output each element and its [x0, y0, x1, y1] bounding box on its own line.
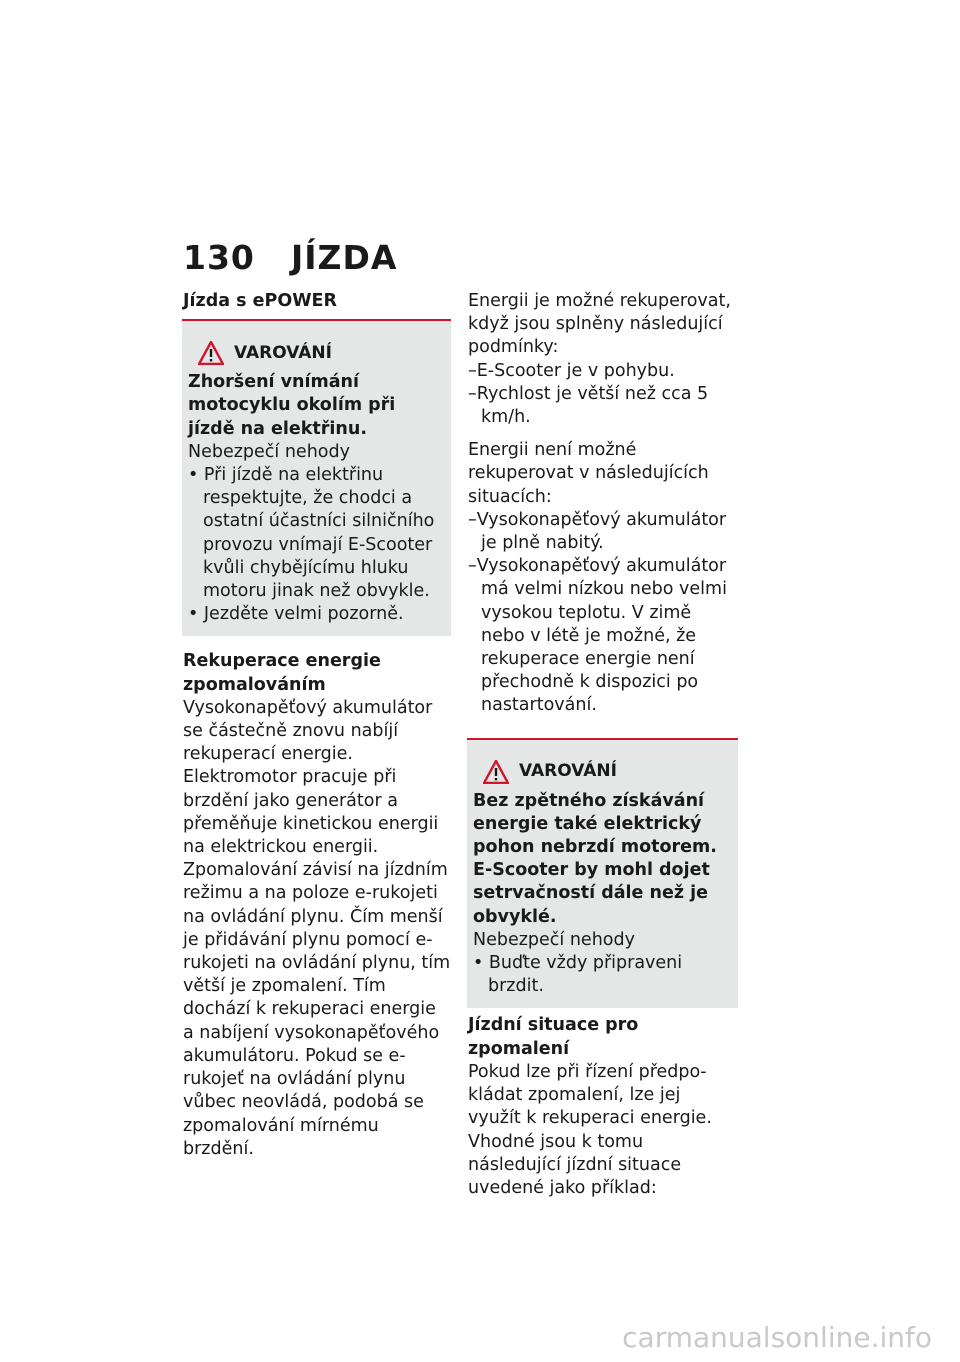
warning-heading: Bez zpětného získávání energie také elektrický pohon nebrzdí motorem. E-Scooter by mohl dojet setrvačností dále než je obvyklé. [473, 790, 717, 927]
recuperation-paragraph: Zpomalování závisí na jízdním režimu a na poloze e-rukojeti na ovládání plynu. Čím menší je přidávání plynu pomocí e-rukojeti na ovládání plynu, tím větší je zpomalení. Tím dochází k rekuperaci energie a nabíjení vysokonapěťového akumulátoru. Pokud se e-rukojeť na ovládání plynu vůbec neovládá, podobá se zpomalování mírnému brzdění. [183, 860, 451, 1159]
warning-bullet: • Buďte vždy připraveni brzdit. [473, 953, 683, 997]
situations-paragraph: Pokud lze při řízení předpokládat zpomalení, lze jej využít k rekuperaci energie. Vhodné jsou k tomu následující jízdní situace uvedené jako příklad: [468, 1061, 712, 1198]
warning-box [467, 738, 738, 1009]
situation-item: –Vysokonapěťový akumulátor je plně nabitý. [468, 509, 727, 554]
condition-item: –Rychlost je větší než cca 5 km/h. [468, 383, 709, 428]
recuperation-title: Rekuperace energie zpomalováním [183, 651, 381, 695]
warning-triangle-icon [483, 760, 509, 784]
situation-item: –Vysokonapěťový akumulátor má velmi nízkou nebo velmi vysokou teplotu. V zimě nebo v létě je možné, že rekuperace energie není přechodně k dispozici po nastartování. [468, 556, 727, 716]
warning-danger: Nebezpečí nehody [188, 441, 350, 462]
warning-header [483, 760, 732, 784]
warning-heading: Zhoršení vnímání motocyklu okolím při jízdě na elektřinu. [188, 372, 396, 439]
condition-item: –E-Scooter je v pohybu. [468, 360, 675, 381]
warning-label: VAROVÁNÍ [519, 761, 617, 782]
warning-box [182, 319, 451, 636]
recuperation-paragraph: Vysokonapěťový akumulátor se částečně znovu nabíjí rekuperací energie. Elektromotor pracuje při brzdění jako generátor a přeměňuje kinetickou energii na elektrickou energii. [183, 697, 439, 858]
page-header [183, 238, 397, 277]
situations-title: Jízdní situace pro zpomalení [468, 1015, 639, 1059]
warning-header [198, 341, 445, 365]
warning-bullet: • Při jízdě na elektřinu respektujte, že chodci a ostatní účastníci silničního provozu vnímají E-Scooter kvůli chybějícímu hluku motoru jinak než obvykle. [188, 465, 435, 602]
left-column [183, 290, 451, 1161]
warning-bullet: • Jezděte velmi pozorně. [188, 604, 404, 625]
conditions-intro: Energii je možné rekuperovat, když jsou splněny následující podmínky: [468, 291, 731, 358]
warning-triangle-icon [198, 341, 224, 365]
watermark: carmanualsonline.info [622, 1321, 932, 1354]
chapter-title: JÍZDA [291, 238, 398, 277]
warning-danger: Nebezpečí nehody [473, 929, 635, 950]
page-number: 130 [183, 238, 255, 277]
right-column [468, 290, 738, 1200]
situations-intro: Energii není možné rekuperovat v následujících situacích: [468, 440, 709, 507]
section-title: Jízda s ePOWER [183, 291, 337, 311]
warning-label: VAROVÁNÍ [234, 342, 332, 363]
